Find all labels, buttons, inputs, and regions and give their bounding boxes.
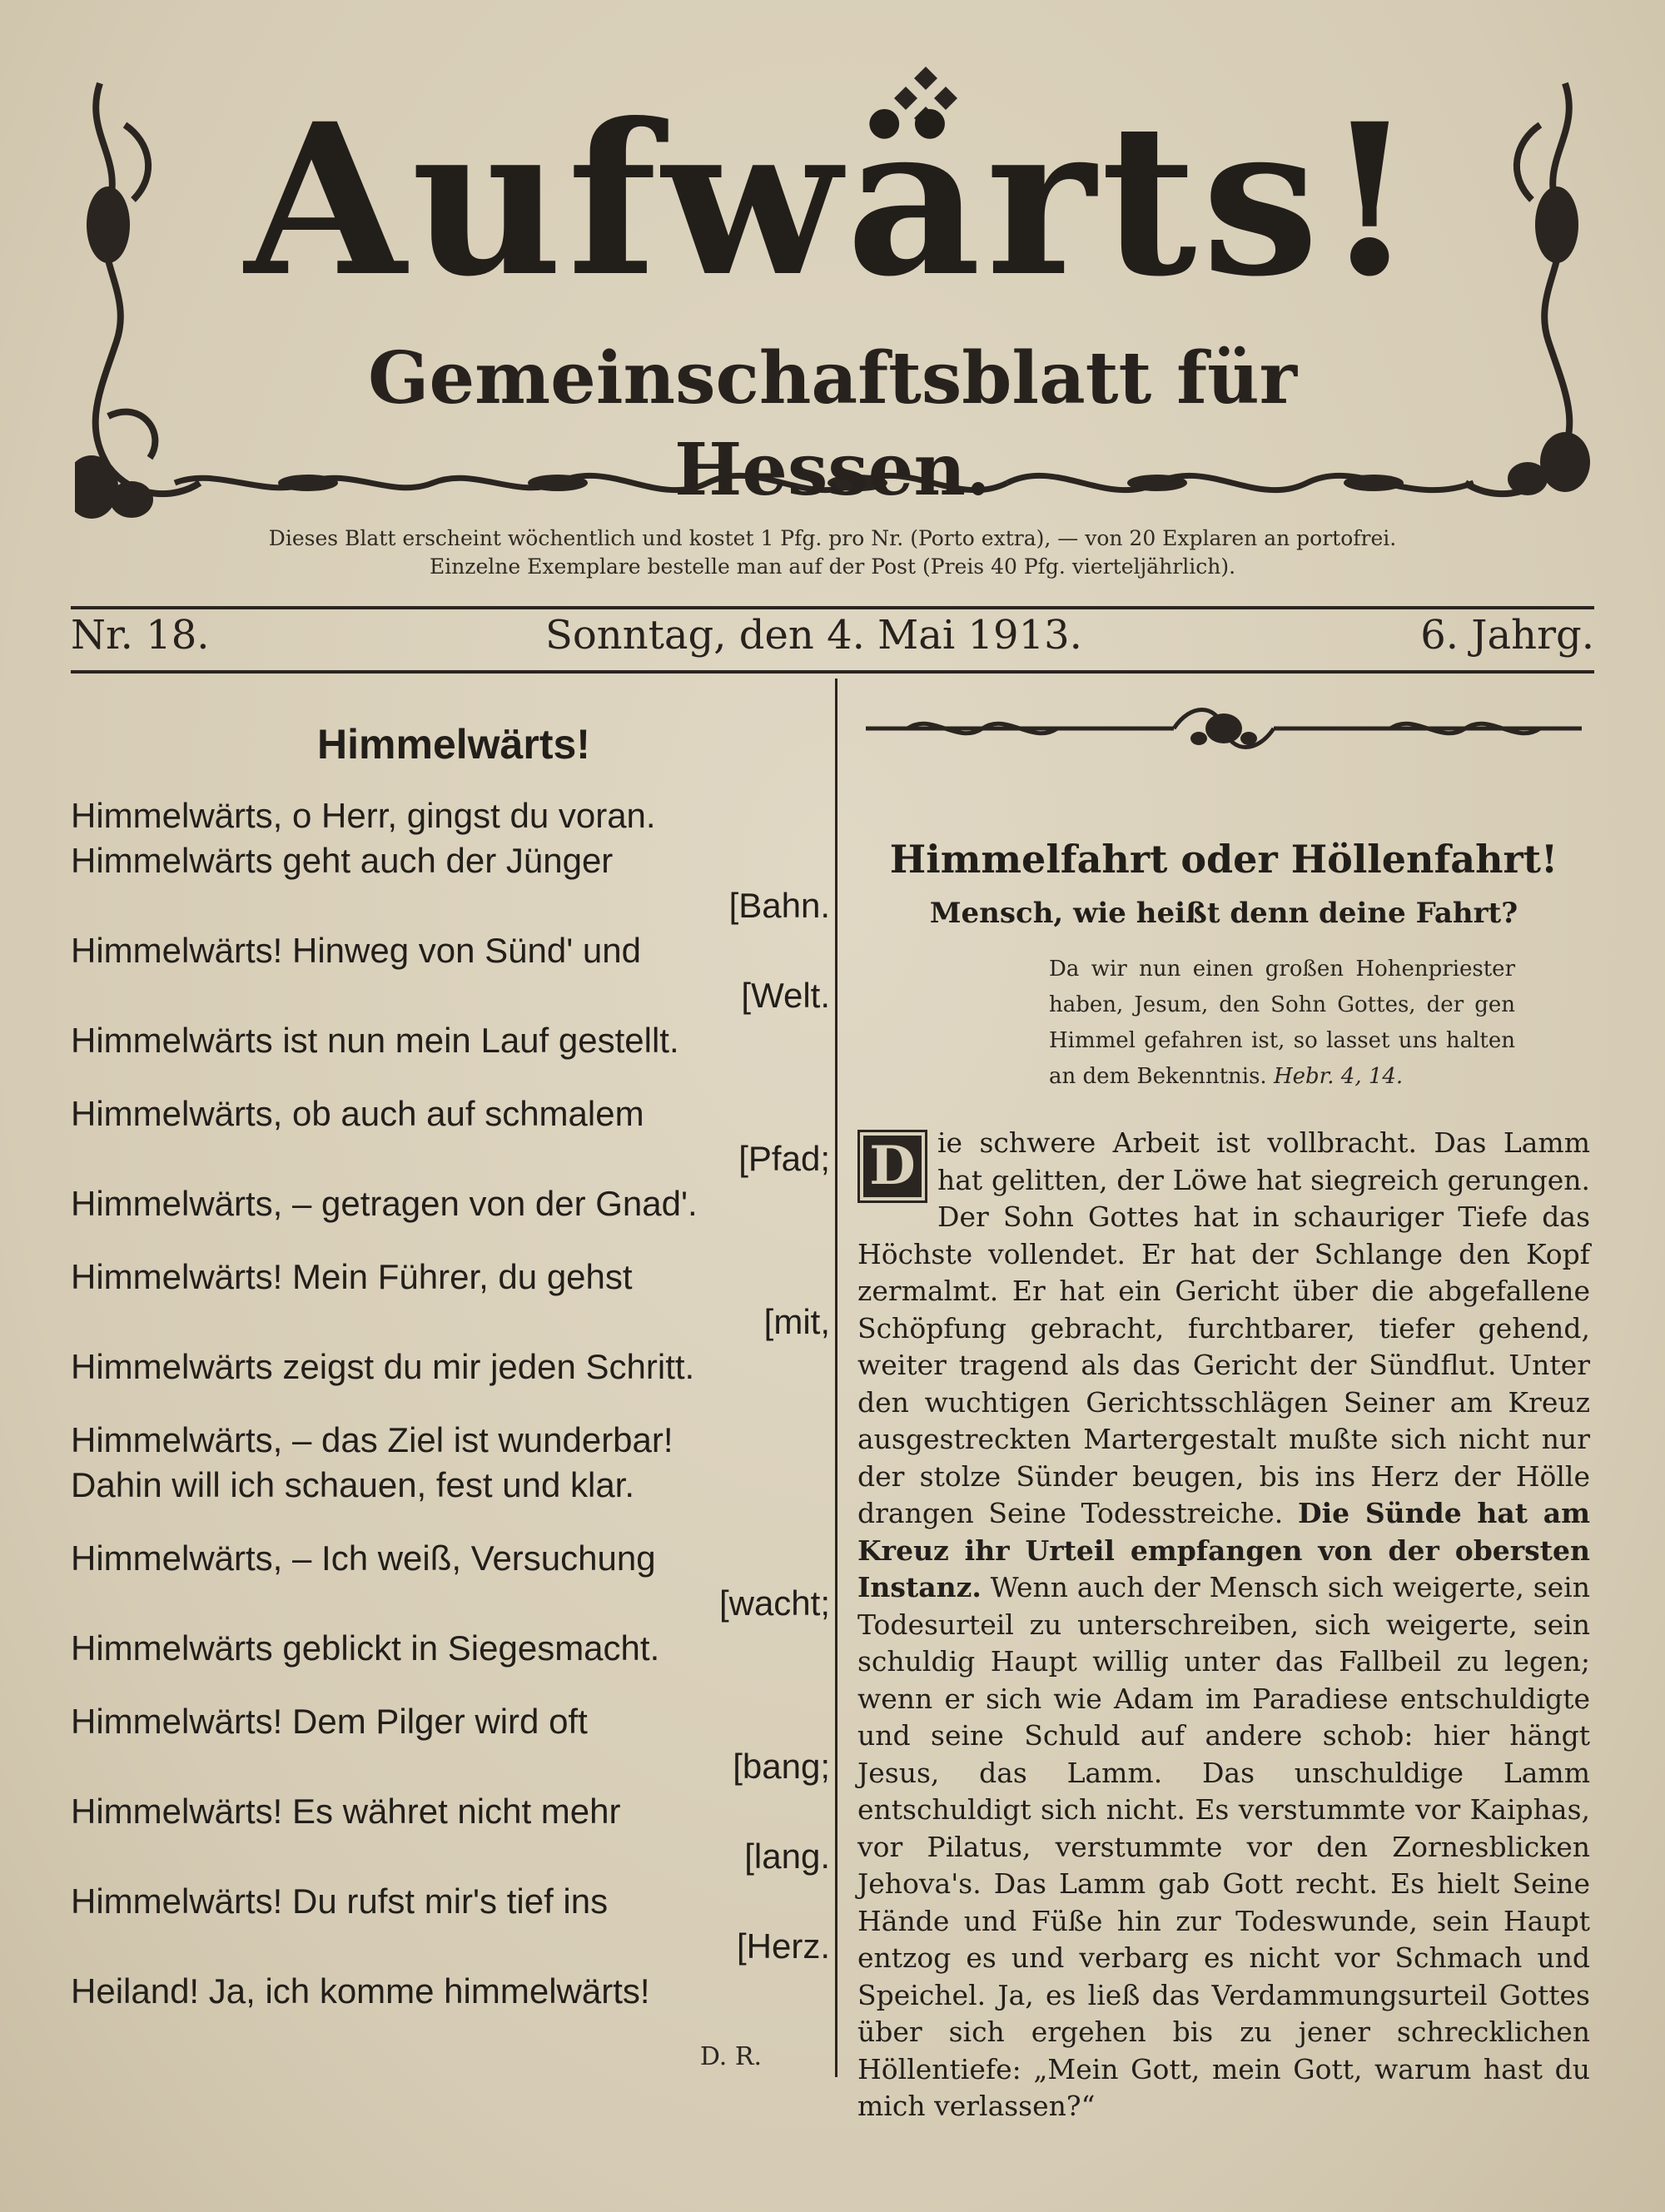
poem-line: Himmelwärts geht auch der Jünger (71, 841, 614, 880)
bible-motto (1049, 952, 1515, 1095)
poem-line: Himmelwärts! Dem Pilger wird oft (71, 1702, 588, 1741)
poem-stanza (71, 1255, 837, 1389)
poem-line: Dahin will ich schauen, fest und klar. (71, 1465, 635, 1504)
drop-cap: D (857, 1130, 927, 1203)
dateline (71, 612, 1594, 670)
poem-stanza (71, 1418, 837, 1508)
poem-line-continuation: [mit, (763, 1302, 830, 1341)
volume-year: 6. Jahrg. (1420, 612, 1594, 659)
poem-line: Himmelwärts! Du rufst mir's tief ins (71, 1881, 609, 1921)
right-floral-vine (1465, 83, 1569, 494)
motto-text: Da wir nun einen großen Hohenpriester haben, Jesum, den Sohn Gottes, der gen Himmel gefahren ist, so lasset uns halten an dem Bekenntnis. (1049, 957, 1515, 1089)
poem-line: Himmelwärts, – getragen von der Gnad'. (71, 1184, 698, 1223)
poem-line: Himmelwärts geblickt in Siegesmacht. (71, 1628, 660, 1668)
poem-signature: D. R. (699, 2042, 762, 2071)
article-body-part-1: ie schwere Arbeit ist vollbracht. Das Lamm hat gelitten, der Löwe hat siegreich gerungen. Der Sohn Gottes hat in schauriger Tiefe das Höchste vollendet. Er hat der Schlange den Kopf zermalmt. Er hat ein Gericht über die abgefallene Schöpfung gebracht, furchtbarer, tiefer gehend, weiter tragend als das Gericht der Sündflut. Unter den wuchtigen Gerichtsschlägen Seiner am Kreuz ausgestreckten Martergestalt mußte sich nicht nur der stolze Sünder beugen, bis ins Herz der Hölle drangen Seine Todesstreiche. (857, 1126, 1590, 1529)
subscription-notice (125, 524, 1540, 581)
poem-title: Himmelwärts! (317, 721, 590, 768)
poem-line-continuation: [Herz. (736, 1926, 830, 1966)
poem-line: Himmelwärts ist nun mein Lauf gestellt. (71, 1021, 679, 1060)
poem-line: Himmelwärts zeigst du mir jeden Schritt. (71, 1347, 695, 1386)
issue-date: Sonntag, den 4. Mai 1913. (545, 612, 1082, 659)
dateline-rule (71, 670, 1594, 674)
poem-stanza (71, 1091, 837, 1226)
poem-line: Himmelwärts, – Ich weiß, Versuchung (71, 1538, 656, 1578)
poem-line: Heiland! Ja, ich komme himmelwärts! (71, 1971, 650, 2011)
issue-number: Nr. 18. (71, 612, 210, 659)
poem-line-continuation: [Welt. (741, 976, 830, 1015)
masthead-title: Aufwärts! (244, 77, 1421, 322)
left-floral-vine (96, 83, 200, 494)
poem-line-continuation: [Pfad; (738, 1139, 830, 1178)
article-body (857, 1125, 1590, 2125)
poem-stanza (71, 793, 837, 1063)
article-title: Himmelfahrt oder Höllenfahrt! (889, 837, 1558, 882)
poem-line: Himmelwärts! Hinweg von Sünd' und (71, 931, 641, 970)
poem-line: Himmelwärts! Es währet nicht mehr (71, 1792, 621, 1831)
poem-stanza (71, 1536, 837, 1671)
poem-line: Himmelwärts, o Herr, gingst du voran. (71, 796, 656, 835)
notice-line-2: Einzelne Exemplare bestelle man auf der Post (Preis 40 Pfg. vierteljährlich). (429, 554, 1236, 579)
article-body-part-2: Wenn auch der Mensch sich weigerte, sein Todesurteil zu unterschreiben, sich weigerte, sein schuldig Haupt willig unter das Fallbeil zu legen; wenn er sich wie Adam im Paradiese entschuldigte und seine Schuld auf andere schob: hier hängt Jesus, das Lamm. Das unschuldige Lamm entschuldigt sich nicht. Es verstummte vor Kaiphas, vor Pilatus, verstummte vor den Zornesblicken Jehova's. Das Lamm gab Gott recht. Es hielt Seine Hände und Füße hin zur Todeswunde, sein Haupt entzog es und verbarg es nicht vor Schmach und Speichel. Ja, es ließ das Verdammungsurteil Gottes über sich ergehen bis zu jener schrecklichen Höllentiefe: „Mein Gott, mein Gott, warum hast du mich verlassen?“ (857, 1571, 1590, 2122)
masthead (75, 67, 1590, 533)
poem-line: Himmelwärts, ob auch auf schmalem (71, 1094, 644, 1133)
notice-line-1: Dieses Blatt erscheint wöchentlich und kostet 1 Pfg. pro Nr. (Porto extra), — von 20 Explaren an portofrei. (268, 526, 1397, 550)
article-body-emphasis: Die Sünde hat am Kreuz ihr Urteil empfangen von der obersten Instanz. (857, 1497, 1590, 1603)
article-ornament (857, 703, 1590, 753)
poem-body (71, 793, 837, 2014)
poem-line: Himmelwärts, – das Ziel ist wunderbar! (71, 1420, 673, 1459)
poem-line-continuation: [lang. (744, 1837, 830, 1876)
poem-line: Himmelwärts! Mein Führer, du gehst (71, 1257, 633, 1296)
poem-stanza (71, 1699, 837, 2014)
poem-line-continuation: [Bahn. (728, 886, 830, 925)
masthead-subtitle: Gemeinschaftsblatt für Hessen. (368, 336, 1297, 512)
poem-line-continuation: [wacht; (718, 1583, 830, 1623)
poem-line-continuation: [bang; (733, 1747, 830, 1786)
article-column (857, 699, 1590, 2125)
poem-column (71, 699, 837, 2071)
top-rule (71, 606, 1594, 609)
article-subtitle: Mensch, wie heißt denn deine Fahrt? (929, 897, 1518, 930)
motto-reference: Hebr. 4, 14. (1273, 1064, 1404, 1089)
